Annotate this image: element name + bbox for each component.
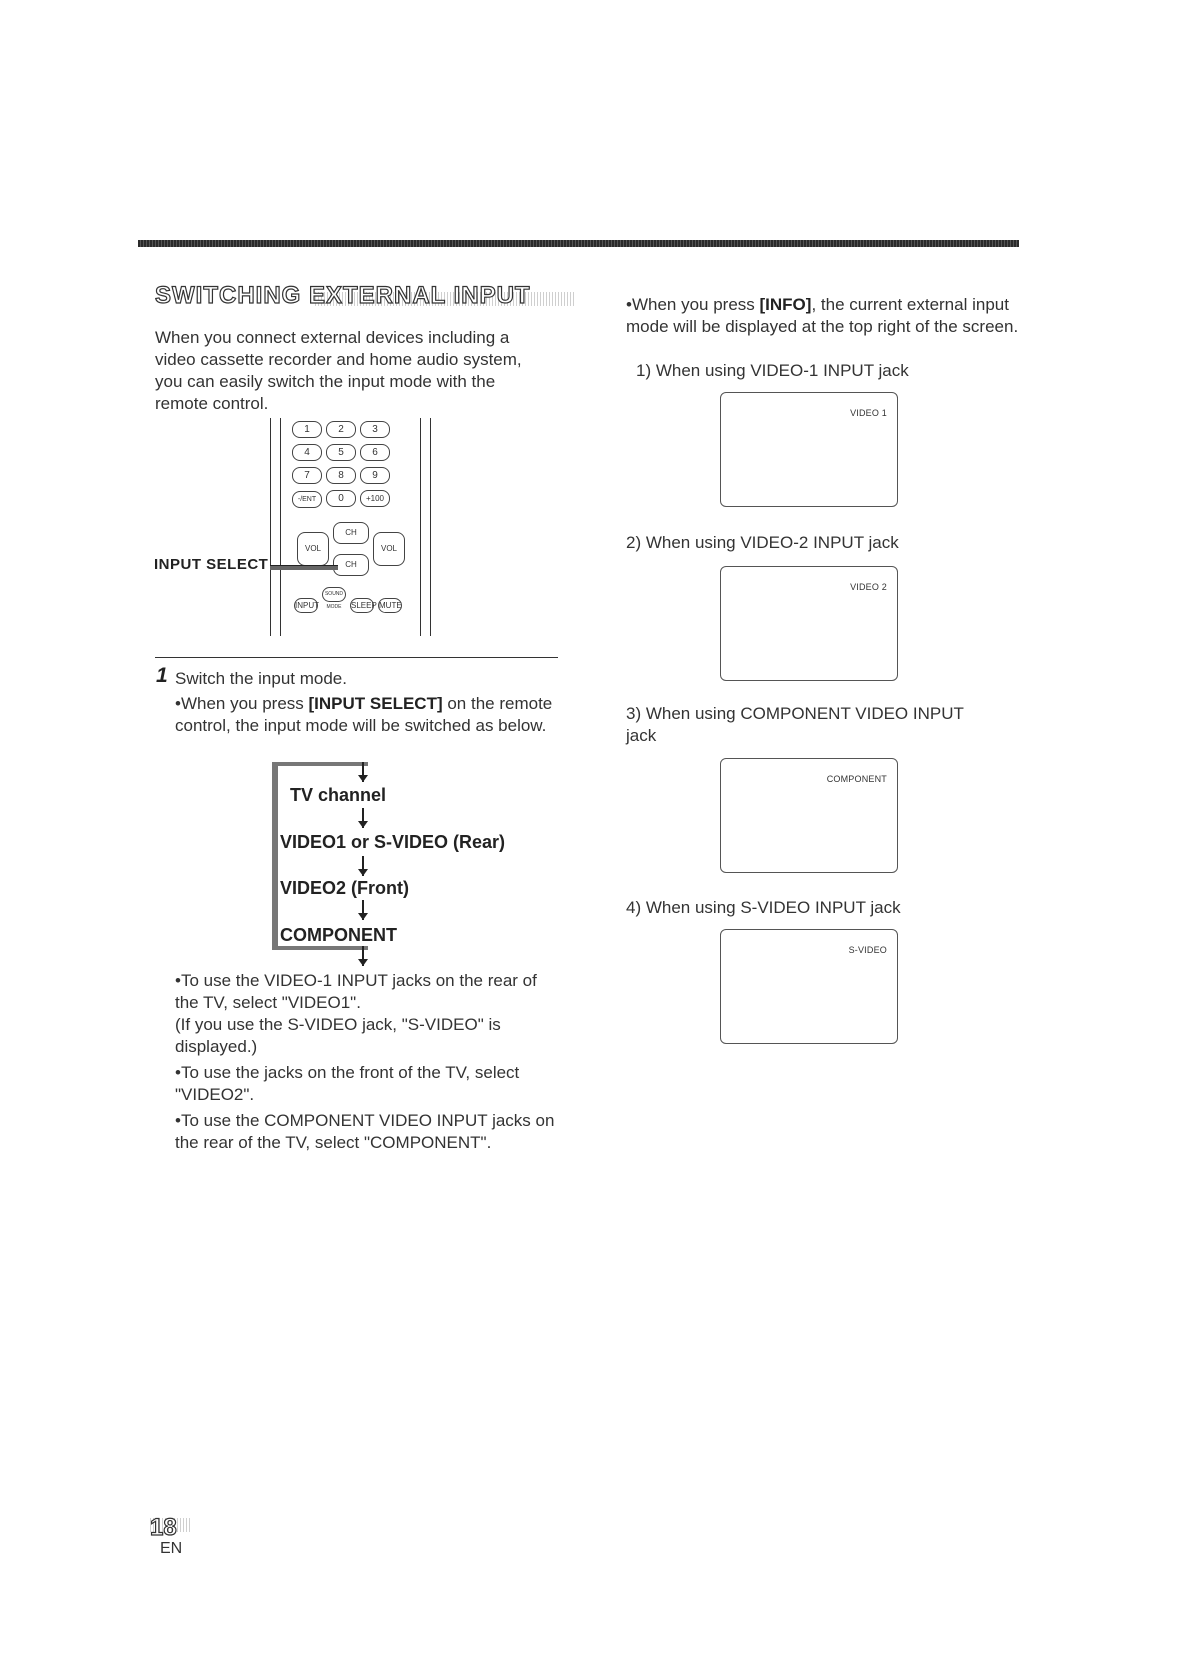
key-ent[interactable]: -/ENT — [292, 491, 322, 508]
flow-item-video1: VIDEO1 or S-VIDEO (Rear) — [280, 832, 506, 852]
flow-item-component: COMPONENT — [280, 925, 397, 945]
down-arrow-icon — [358, 900, 368, 920]
ch-down-button[interactable]: CH — [333, 554, 369, 576]
header-rule — [138, 240, 1019, 247]
down-arrow-icon — [358, 856, 368, 876]
key-3[interactable]: 3 — [360, 421, 390, 438]
vol-down-button[interactable]: VOL — [297, 532, 329, 566]
key-9[interactable]: 9 — [360, 467, 390, 484]
note-item: •To use the COMPONENT VIDEO INPUT jacks on the rear of the TV, select "COMPONENT". — [175, 1111, 555, 1152]
key-4[interactable]: 4 — [292, 444, 322, 461]
section-title-block — [155, 282, 575, 308]
key-plus100[interactable]: +100 — [360, 490, 390, 507]
note-text: To use the VIDEO-1 INPUT jacks on the rear of the TV, select "VIDEO1". — [175, 971, 537, 1012]
note-text: (If you use the S-VIDEO jack, "S-VIDEO" is displayed.) — [175, 1015, 501, 1056]
step-text: Switch the input mode. — [175, 669, 347, 688]
remote-edge-left-inner — [280, 418, 281, 636]
flow-item-video2: VIDEO2 (Front) — [280, 878, 409, 898]
tv-screen-video2 — [720, 566, 898, 681]
down-arrow-icon — [358, 808, 368, 828]
page-language: EN — [160, 1540, 183, 1557]
screen-label: COMPONENT — [826, 774, 887, 784]
step-bullet-suffix: on the remote control, the input mode will be switched as below. — [175, 694, 553, 735]
screen-caption-4: 4) When using S-VIDEO INPUT jack — [626, 898, 901, 917]
info-text: •When you press [INFO], the current external input mode will be displayed at the top right of the screen. — [626, 295, 1019, 336]
remote-edge-right — [430, 418, 431, 636]
note-text: To use the COMPONENT VIDEO INPUT jacks on the rear of the TV, select "COMPONENT". — [175, 1111, 555, 1152]
step-number: 1 — [156, 664, 168, 687]
info-suffix: , the current external input mode will be displayed at the top right of the screen. — [626, 295, 1019, 336]
input-select-button[interactable]: INPUT — [294, 598, 318, 613]
input-select-label: INPUT SELECT — [154, 556, 269, 573]
tv-screen-svideo — [720, 929, 898, 1044]
step-separator — [155, 657, 558, 658]
screen-caption-3: 3) When using COMPONENT VIDEO INPUT jack — [626, 704, 964, 745]
screen-caption-2: 2) When using VIDEO-2 INPUT jack — [626, 533, 899, 552]
key-6[interactable]: 6 — [360, 444, 390, 461]
step-bullet-prefix: When you press — [180, 694, 309, 713]
section-title: SWITCHING EXTERNAL INPUT — [155, 282, 531, 309]
info-key: [INFO] — [759, 295, 812, 314]
screen-label: VIDEO 2 — [850, 582, 887, 592]
cycle-arrow-icon — [358, 762, 368, 782]
screen-caption-1: 1) When using VIDEO-1 INPUT jack — [636, 361, 909, 380]
note-item: •To use the jacks on the front of the TV, select "VIDEO2". — [175, 1063, 520, 1104]
step-bullet-key: [INPUT SELECT] — [308, 694, 443, 713]
key-7[interactable]: 7 — [292, 467, 322, 484]
key-5[interactable]: 5 — [326, 444, 356, 461]
key-1[interactable]: 1 — [292, 421, 322, 438]
function-keys — [292, 584, 404, 616]
screen-label: VIDEO 1 — [850, 408, 887, 418]
remote-illustration — [270, 418, 430, 638]
vol-up-button[interactable]: VOL — [373, 532, 405, 566]
notes-list — [175, 970, 565, 1158]
number-keypad — [290, 418, 400, 511]
intro-text: When you connect external devices including a video cassette recorder and home audio system, you can easily switch the input mode with the remote control. — [155, 328, 522, 413]
note-text: To use the jacks on the front of the TV, select "VIDEO2". — [175, 1063, 520, 1104]
tv-screen-component — [720, 758, 898, 873]
input-select-pointer — [270, 565, 338, 570]
note-item: •To use the VIDEO-1 INPUT jacks on the rear of the TV, select "VIDEO1". (If you use the S-VIDEO jack, "S-VIDEO" is displayed.) — [175, 971, 537, 1056]
ch-up-button[interactable]: CH — [333, 522, 369, 544]
info-prefix: When you press — [631, 295, 760, 314]
remote-edge-right-inner — [420, 418, 421, 636]
page-number: 18 — [150, 1514, 177, 1541]
screen-label: S-VIDEO — [848, 945, 887, 955]
key-0[interactable]: 0 — [326, 490, 356, 507]
key-2[interactable]: 2 — [326, 421, 356, 438]
sleep-button[interactable]: SLEEP — [350, 598, 374, 613]
mute-button[interactable]: MUTE — [378, 598, 402, 613]
key-8[interactable]: 8 — [326, 467, 356, 484]
sound-mode-button[interactable]: SOUND MODE — [322, 587, 346, 602]
flow-item-tv-channel: TV channel — [290, 785, 387, 805]
tv-screen-video1 — [720, 392, 898, 507]
remote-edge-left — [270, 418, 271, 636]
step-bullet: •When you press [INPUT SELECT] on the remote control, the input mode will be switched as below. — [175, 694, 553, 735]
return-arrow-icon — [358, 946, 368, 966]
